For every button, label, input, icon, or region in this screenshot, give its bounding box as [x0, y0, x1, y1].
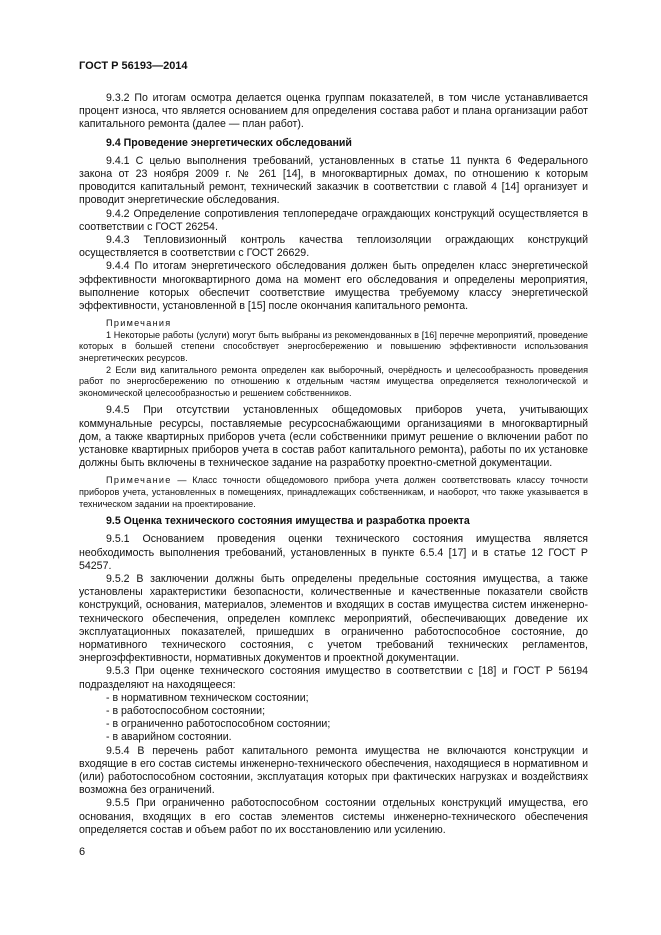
paragraph-9-4-4: 9.4.4 По итогам энергетического обследования должен быть определен класс энергетической эффективности многоквартирного дома на момент его обследования и определены мероприятия, выполнение которых обеспечит соответствие имущества требуемому классу энергетической эффективности, установленной в [15] после окончания капитального ремонта. — [79, 260, 588, 313]
paragraph-9-4-2: 9.4.2 Определение сопротивления теплопередаче ограждающих конструкций осуществляется в соответствии с ГОСТ 26254. — [79, 207, 588, 233]
note-3-label: Примечание — [106, 475, 172, 486]
page-content — [79, 92, 588, 837]
document-header: ГОСТ Р 56193—2014 — [79, 60, 188, 72]
paragraph-9-3-2: 9.3.2 По итогам осмотра делается оценка группам показателей, в том числе устанавливается процент износа, что является основанием для определения состава работ и плана организации работ капитального ремонта (далее — план работ). — [79, 92, 588, 131]
note-2: 2 Если вид капитального ремонта определен как выборочный, очерёдность и целесообразность проведения работ по энергосбережению по отношению к отдельным частям имущества определяется технологической и экономической целесообразностью и решением собственников. — [79, 364, 588, 398]
paragraph-9-5-4: 9.5.4 В перечень работ капитального ремонта имущества не включаются конструкции и входящие в его состав системы инженерно-технического обеспечения, находящиеся в нормативном и (или) работоспособном состоянии, эксплуатация которых при фактических нагрузках и воздействиях возможна без ограничений. — [79, 744, 588, 797]
paragraph-9-5-2: 9.5.2 В заключении должны быть определены предельные состояния имущества, а также установлены характеристики безопасности, количественные и качественные показатели свойств конструкций, основания, материалов, элементов и входящих в состав имущества систем инженерно-технического обеспечения, определен комплекс мероприятий, обеспечивающих доведение их эксплуатационных показателей, пришедших в ограниченно работоспособное состояние, до нормативного технического состояния, с учетом требований технических регламентов, энергоэффективности, нормативных документов и проектной документации. — [79, 573, 588, 665]
section-heading-9-5: 9.5 Оценка технического состояния имущества и разработка проекта — [106, 515, 470, 528]
paragraph-9-4-5: 9.4.5 При отсутствии установленных общедомовых приборов учета, учитывающих коммунальные ресурсы, поставляемые ресурсоснабжающими организациями в многоквартирный дом, а также квартирных приборов учета (если собственники примут решение о включении работ по установке квартирных приборов учета в состав работ капитального ремонта), работы по их установке должны быть включены в техническое задание на разработку проектно-сметной документации. — [79, 404, 588, 470]
list-item: - в работоспособном состоянии; — [106, 705, 266, 718]
note-3-text: — Класс точности общедомового прибора учета должен соответствовать классу точности приборов учета, установленных в помещениях, принадлежащих собственникам, и наоборот, что также указывается в техническом задании на проектирование. — [79, 475, 588, 509]
note-1: 1 Некоторые работы (услуги) могут быть выбраны из рекомендованных в [16] перечне мероприятий, проведение которых в большей степени способствует энергосбережению и повышению эффективности использования энергетических ресурсов. — [79, 329, 588, 364]
section-heading-9-4: 9.4 Проведение энергетических обследований — [106, 136, 352, 149]
paragraph-9-5-5: 9.5.5 При ограниченно работоспособном состоянии отдельных конструкций имущества, его основания, входящих в его состав элементов системы инженерно-технического обеспечения определяется состав и объем работ по их восстановлению или усилению. — [79, 797, 588, 836]
list-item: - в аварийном состоянии. — [106, 731, 232, 744]
notes-title: Примечания — [106, 318, 172, 329]
note-3 — [79, 475, 588, 510]
paragraph-9-4-1: 9.4.1 С целью выполнения требований, установленных в статье 11 пункта 6 Федерального закона от 23 ноября 2009 г. № 261 [14], в многоквартирных домах, по отношению к которым проводится капитальный ремонт, технический заказчик в соответствии с главой 4 [14] организует и проводит энергетические обследования. — [79, 154, 588, 207]
list-item: - в ограниченно работоспособном состоянии; — [106, 718, 331, 731]
list-item: - в нормативном техническом состоянии; — [106, 691, 309, 704]
paragraph-9-4-3: 9.4.3 Тепловизионный контроль качества теплоизоляции ограждающих конструкций осуществляется в соответствии с ГОСТ 26629. — [79, 234, 588, 260]
page-number: 6 — [79, 846, 86, 858]
paragraph-9-5-1: 9.5.1 Основанием проведения оценки технического состояния имущества является необходимость выполнения требований, установленных в пункте 6.5.4 [17] и в статье 12 ГОСТ Р 54257. — [79, 533, 588, 572]
paragraph-9-5-3: 9.5.3 При оценке технического состояния имущество в соответствии с [18] и ГОСТ Р 56194 подразделяют на находящееся: — [79, 665, 588, 691]
